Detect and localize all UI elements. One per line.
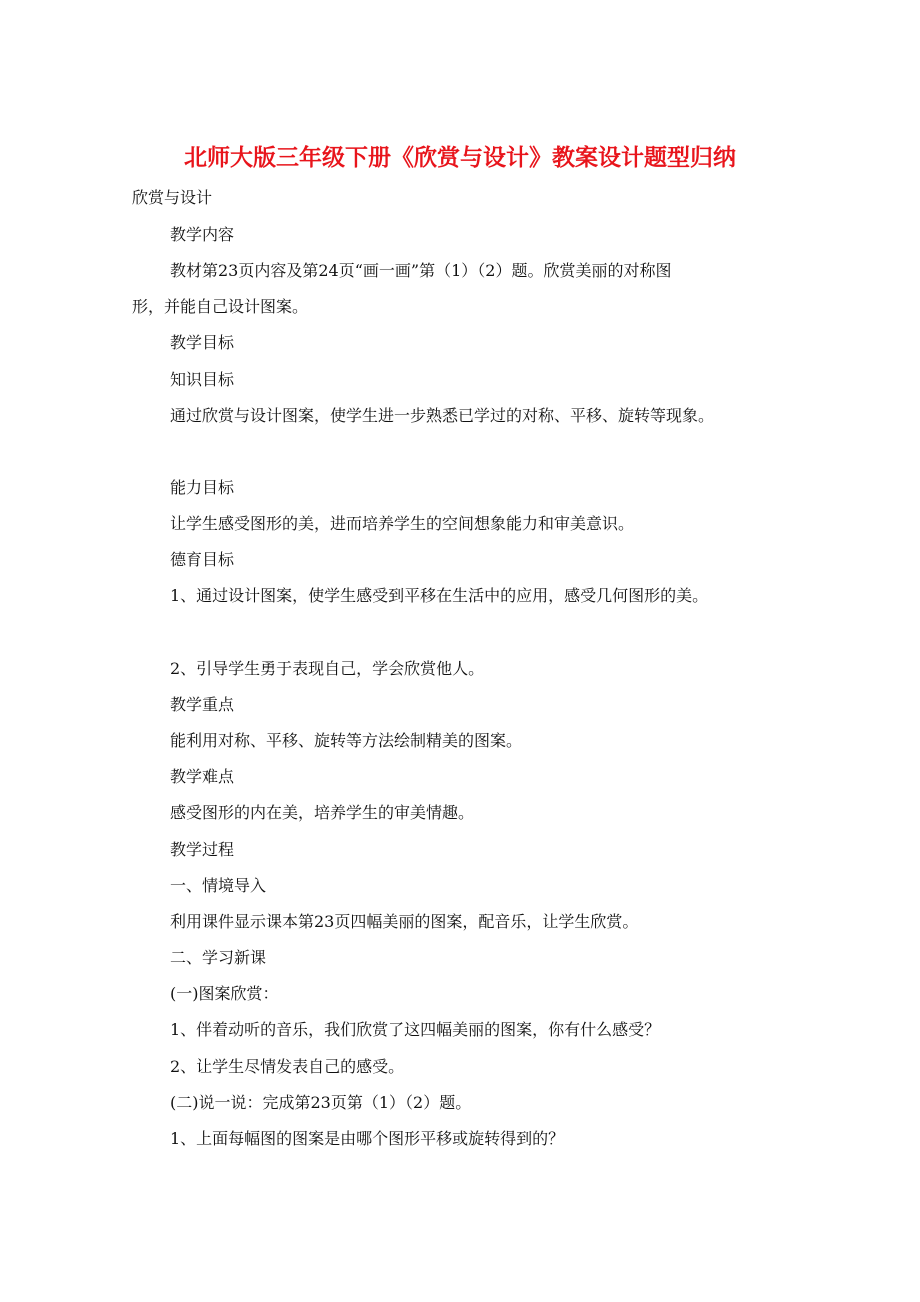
- paragraph-line: 1、通过设计图案，使学生感受到平移在生活中的应用，感受几何图形的美。: [170, 586, 709, 605]
- subheading: 教学内容: [170, 225, 235, 244]
- paragraph-line: 感受图形的内在美，培养学生的审美情趣。: [170, 803, 475, 822]
- paragraph-line: 通过欣赏与设计图案，使学生进一步熟悉已学过的对称、平移、旋转等现象。: [170, 406, 715, 425]
- paragraph-line: 2、引导学生勇于表现自己，学会欣赏他人。: [170, 659, 485, 678]
- subheading: 教学重点: [170, 695, 235, 714]
- subheading: 德育目标: [170, 550, 235, 569]
- paragraph-line: 能利用对称、平移、旋转等方法绘制精美的图案。: [170, 731, 523, 750]
- paragraph-line: 2、让学生尽情发表自己的感受。: [170, 1057, 405, 1076]
- section-heading: 欣赏与设计: [132, 188, 213, 207]
- paragraph-line: 形，并能自己设计图案。: [132, 297, 309, 316]
- paragraph-line: 1、伴着动听的音乐，我们欣赏了这四幅美丽的图案，你有什么感受？: [170, 1020, 661, 1039]
- paragraph-line: 利用课件显示课本第23页四幅美丽的图案，配音乐，让学生欣赏。: [170, 912, 639, 931]
- subheading: 教学过程: [170, 840, 235, 859]
- subheading: 一、情境导入: [170, 876, 267, 895]
- subheading: 能力目标: [170, 478, 235, 497]
- document-title: 北师大版三年级下册《欣赏与设计》教案设计题型归纳: [184, 145, 736, 171]
- paragraph-line: 1、上面每幅图的图案是由哪个图形平移或旋转得到的？: [170, 1129, 565, 1148]
- subheading: 教学目标: [170, 333, 235, 352]
- paragraph-line: (二)说一说：完成第23页第（1）（2）题。: [170, 1093, 472, 1112]
- paragraph-line: 教材第23页内容及第24页“画一画”第（1）（2）题。欣赏美丽的对称图: [170, 261, 672, 280]
- subheading: 知识目标: [170, 370, 235, 389]
- paragraph-line: 让学生感受图形的美，进而培养学生的空间想象能力和审美意识。: [170, 514, 635, 533]
- subheading: (一)图案欣赏：: [170, 984, 279, 1003]
- subheading: 教学难点: [170, 767, 235, 786]
- subheading: 二、学习新课: [170, 948, 267, 967]
